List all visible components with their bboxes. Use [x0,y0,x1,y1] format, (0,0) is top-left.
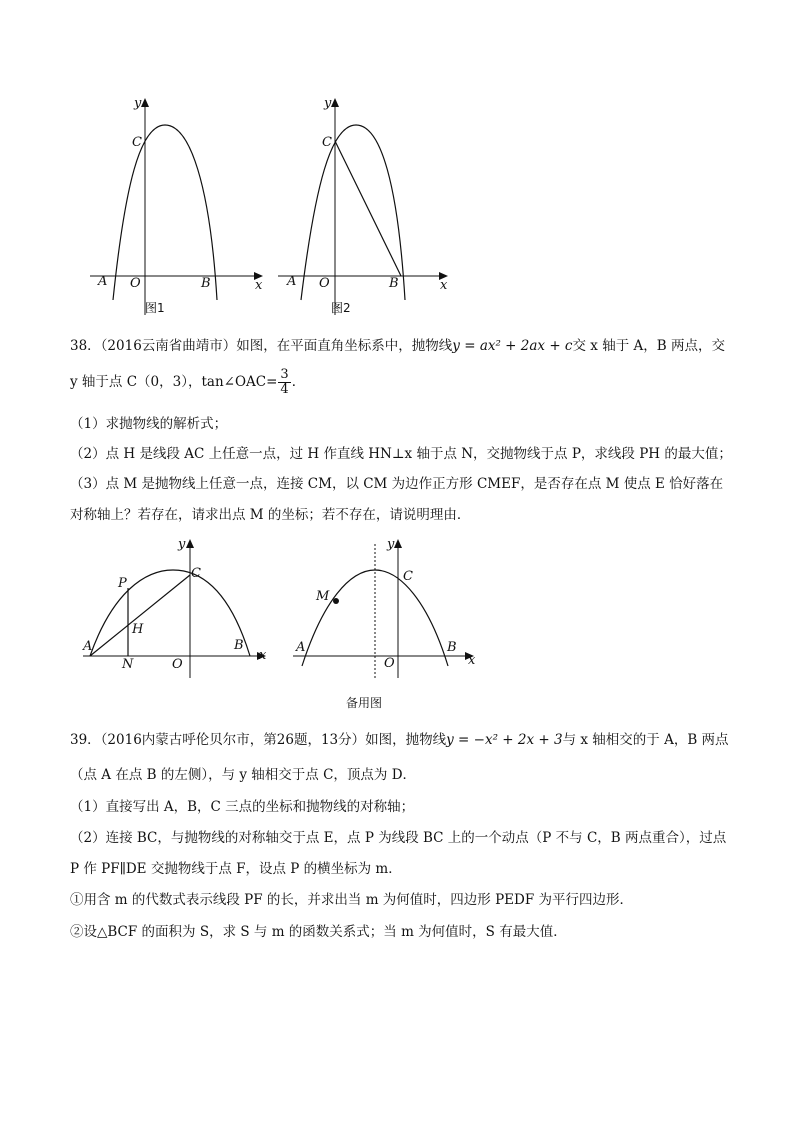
q38-intro-a: 38．（2016云南省曲靖市）如图，在平面直角坐标系中，抛物线 [70,338,453,354]
fig1-caption: 图1 [145,301,165,315]
fig1-b-label: B [201,276,211,291]
q38-line2-b: ． [291,374,306,390]
q38-intro [70,336,733,356]
q39-equation: y = −x² + 2x + 3 [446,732,563,748]
figure-4 [288,536,488,716]
fig3-h-label: H [132,622,144,637]
q38-part3a: （3）点 M 是抛物线上任意一点，连接 CM，以 CM 为边作正方形 CMEF，是否存在点 M 使点 E 恰好落在 [70,476,724,492]
q38-frac-num: 3 [280,367,289,382]
figure-3 [78,536,278,681]
q39-line2: （点 A 在点 B 的左侧），与 y 轴相交于点 C，顶点为 D． [70,767,417,783]
fig4-o-label: O [384,656,395,671]
q39-intro [70,730,733,750]
q39-intro-b: 与 x 轴相交的于 A，B 两点 [562,732,729,748]
fig4-x-label: x [468,653,476,668]
fig3-n-label: N [122,657,134,672]
fig1-y-label: y [134,96,142,111]
fig4-m-label: M [316,589,330,604]
q38-intro-b: 交 x 轴于 A，B 两点，交 [572,338,725,354]
fig2-caption: 图2 [331,301,351,315]
figure-2 [273,95,458,320]
fig2-o-label: O [319,276,330,291]
fig4-caption: 备用图 [346,696,383,710]
fig1-x-label: x [255,278,263,293]
q39-part1: （1）直接写出 A，B，C 三点的坐标和抛物线的对称轴； [70,799,415,815]
fig4-b-label: B [447,640,457,655]
fig3-y-label: y [178,537,186,552]
fig3-b-label: B [234,638,244,653]
fig3-p-label: P [118,576,127,591]
q39-part2b: P 作 PF∥DE 交抛物线于点 F，设点 P 的横坐标为 m． [70,861,402,877]
fig2-x-label: x [440,278,448,293]
q39-sub2: ②设△BCF 的面积为 S，求 S 与 m 的函数关系式；当 m 为何值时，S 有最大值． [70,924,567,940]
fig2-y-label: y [324,96,332,111]
fig3-a-label: A [83,639,93,654]
q38-line2 [70,366,733,398]
fig1-a-label: A [98,274,108,289]
fig4-y-label: y [387,537,395,552]
q38-part2: （2）点 H 是线段 AC 上任意一点，过 H 作直线 HN⊥x 轴于点 N，交抛物线于点 P，求线段 PH 的最大值； [70,446,732,462]
q38-part3b: 对称轴上？若存在，请求出点 M 的坐标；若不存在，请说明理由． [70,507,471,523]
q39-sub1: ①用含 m 的代数式表示线段 PF 的长，并求出当 m 为何值时，四边形 PEDF 为平行四边形． [70,892,634,908]
fig2-a-label: A [287,274,297,289]
q38-fraction [278,368,290,397]
q38-frac-den: 4 [280,382,289,397]
q39-intro-a: 39．（2016内蒙古呼伦贝尔市，第26题，13分）如图，抛物线 [70,732,447,748]
fig2-b-label: B [389,276,399,291]
fig3-c-label: C [191,566,201,581]
fig2-c-label: C [322,135,332,150]
fig1-o-label: O [130,276,141,291]
fig1-c-label: C [132,135,142,150]
figure-1 [85,95,270,320]
fig3-o-label: O [172,657,183,672]
q38-line2-a: y 轴于点 C（0，3），tan∠OAC= [70,374,278,390]
q38-equation: y = ax² + 2ax + c [452,338,573,354]
fig4-c-label: C [403,569,413,584]
q38-part1: （1）求抛物线的解析式； [70,416,228,432]
q39-part2a: （2）连接 BC，与抛物线的对称轴交于点 E，点 P 为线段 BC 上的一个动点（P 不与 C，B 两点重合），过点 [70,830,727,846]
fig4-a-label: A [296,640,306,655]
fig3-x-label: x [259,648,267,663]
